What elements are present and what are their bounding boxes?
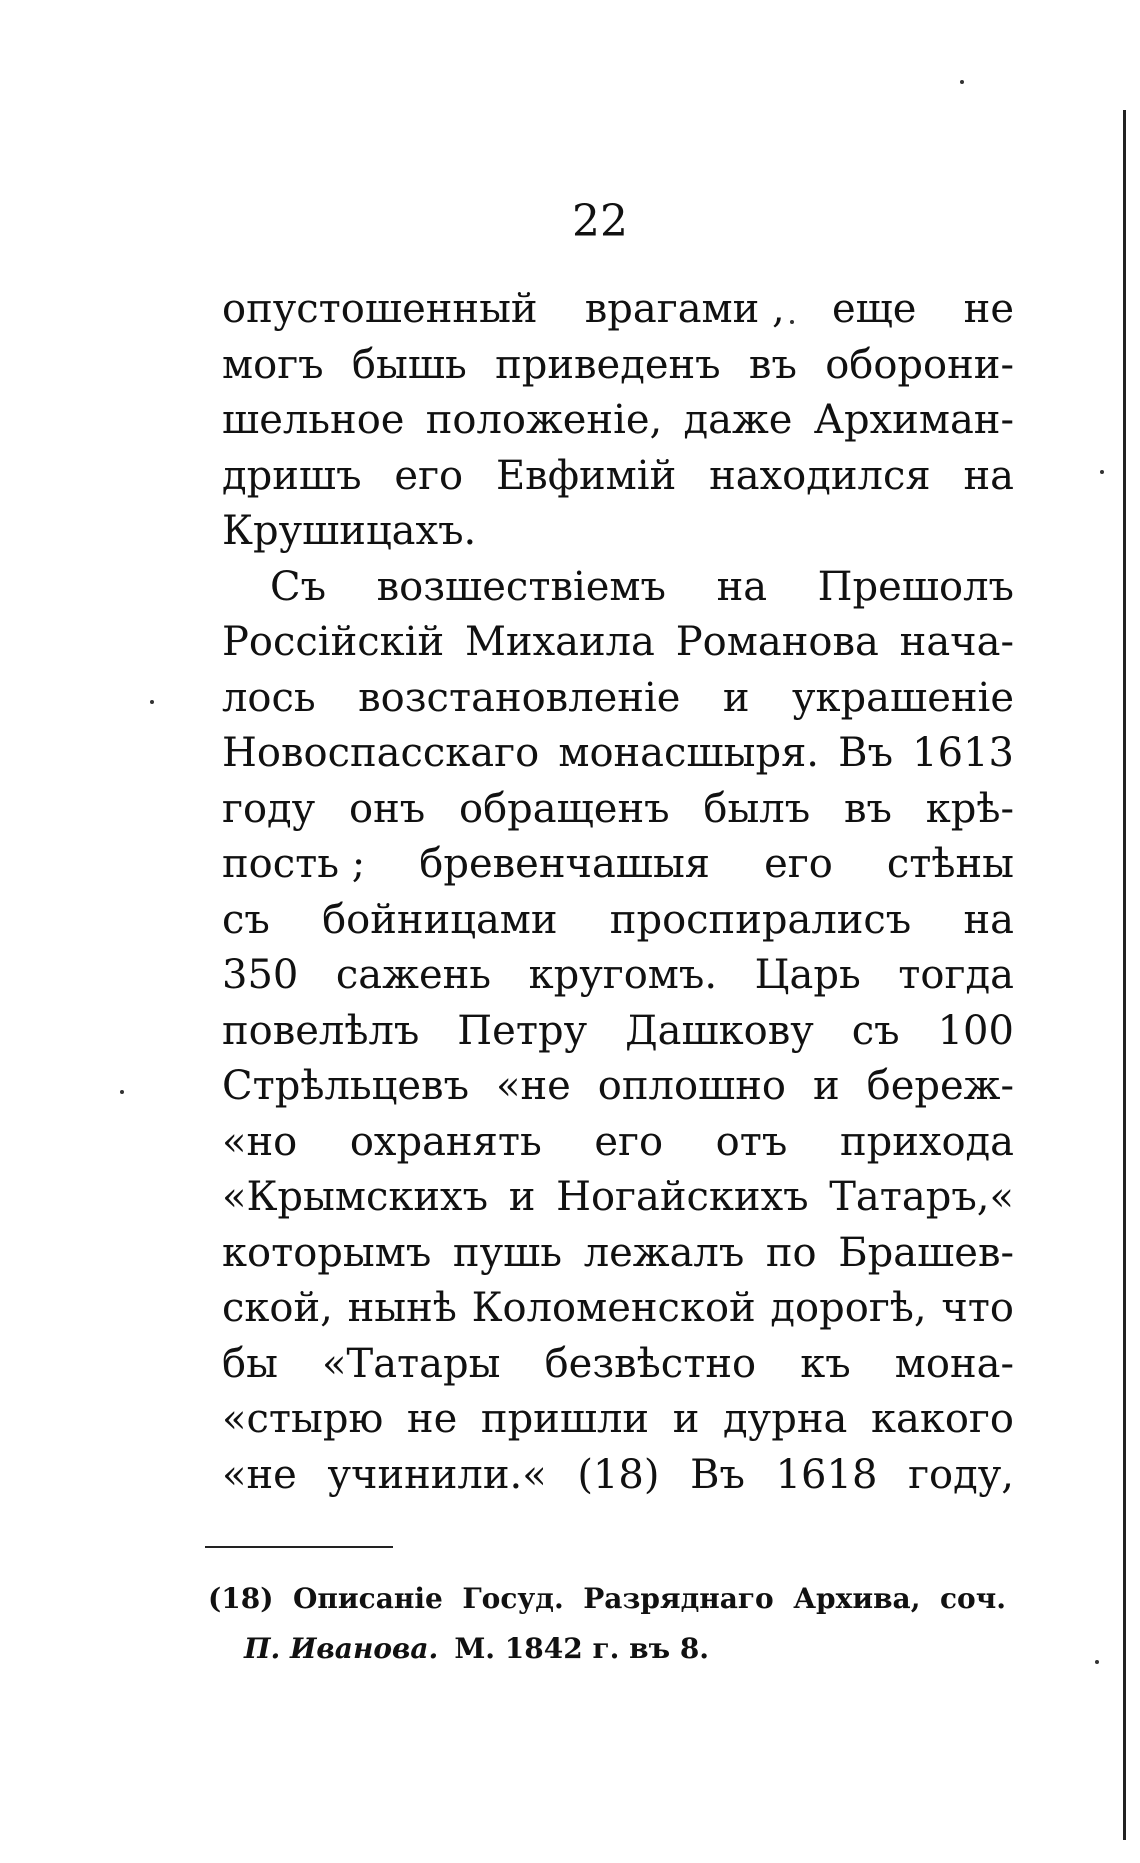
print-speck — [1100, 470, 1104, 474]
word: Царь — [754, 952, 861, 998]
word: на — [963, 452, 1014, 499]
word: съ — [222, 896, 270, 943]
word: дришъ — [222, 452, 362, 499]
text-line — [222, 560, 1014, 616]
text-line — [222, 948, 1014, 1004]
text-line — [222, 1004, 1014, 1060]
word: положеніе, — [425, 397, 663, 443]
word: 1613 — [912, 730, 1014, 776]
word: и — [508, 1174, 536, 1220]
word: опустошенный — [222, 286, 538, 332]
text-line — [222, 1226, 1014, 1282]
word: «стырю — [222, 1396, 384, 1442]
footnote-divider — [205, 1546, 393, 1548]
word: Евфимій — [495, 452, 677, 499]
word: монасшыря. — [558, 730, 820, 776]
word: повелѣлъ — [222, 1007, 420, 1054]
text-line — [222, 338, 1014, 394]
word: стѣны — [886, 841, 1014, 887]
page-number: 22 — [572, 196, 628, 247]
word: украшеніе — [792, 674, 1014, 721]
word: даже — [683, 397, 793, 443]
word: и — [722, 674, 750, 721]
word: бышь — [351, 341, 467, 388]
word: на — [716, 563, 768, 610]
word: Стрѣльцевъ — [222, 1063, 470, 1109]
print-speck — [790, 320, 794, 324]
text-line — [222, 1392, 1014, 1448]
word: мона- — [894, 1340, 1014, 1387]
word: обращенъ — [459, 785, 670, 832]
word: въ — [843, 785, 892, 832]
word: шельное — [222, 397, 405, 443]
footnote-word: Архива, — [793, 1582, 921, 1615]
word: Ногайскихъ — [556, 1174, 809, 1220]
text-line — [222, 1059, 1014, 1115]
word: бревенчашыя — [419, 841, 711, 887]
print-speck — [120, 1090, 124, 1094]
word: его — [764, 841, 833, 887]
word: пость ; — [222, 841, 366, 887]
word: (18) — [577, 1451, 660, 1498]
word: «Татары — [322, 1340, 501, 1387]
word: сажень — [335, 952, 492, 998]
footnote-word: соч. — [939, 1582, 1006, 1615]
word: его — [594, 1118, 664, 1165]
word: которымъ — [222, 1229, 432, 1276]
footnote-author: П. Иванова. — [244, 1632, 439, 1665]
word: «не — [496, 1063, 571, 1109]
word: оплошно — [597, 1063, 786, 1109]
footnote-line — [208, 1624, 1006, 1674]
text-line — [222, 1170, 1014, 1226]
word: онъ — [349, 785, 426, 832]
word: дурна — [723, 1396, 848, 1442]
body-text — [222, 282, 1014, 1503]
word: Коломенской — [471, 1285, 756, 1331]
word: пришли — [480, 1396, 650, 1442]
word: въ — [748, 341, 797, 388]
text-line — [222, 282, 1014, 338]
word: Михаила — [464, 619, 655, 665]
text-line — [222, 1115, 1014, 1171]
word: Петру — [457, 1007, 588, 1054]
text-line — [222, 449, 1014, 505]
word: возшествіемъ — [376, 563, 666, 610]
footnote-word: Госуд. — [462, 1582, 564, 1615]
text-line — [222, 837, 1014, 893]
word: какого — [870, 1396, 1014, 1442]
word: проспиралисъ — [609, 896, 912, 943]
word: учинили.« — [327, 1451, 547, 1498]
word: тогда — [898, 952, 1014, 998]
word: Новоспасскаго — [222, 730, 540, 776]
footnote-line — [208, 1574, 1006, 1624]
word: и — [672, 1396, 700, 1442]
footnote-publication: М. 1842 г. въ 8. — [454, 1632, 710, 1665]
word: году — [222, 785, 316, 832]
word: 100 — [937, 1007, 1014, 1054]
print-speck — [150, 700, 154, 704]
word: лежалъ — [583, 1229, 745, 1276]
text-line — [222, 615, 1014, 671]
text-line — [222, 893, 1014, 949]
word: «не — [222, 1451, 297, 1498]
word: Россійскій — [222, 619, 445, 665]
footnote-word: Разряднаго — [583, 1582, 774, 1615]
footnote-word: (18) — [208, 1582, 274, 1615]
word: дорогѣ, — [770, 1285, 927, 1331]
word: Въ — [690, 1451, 745, 1498]
word: Прешолъ — [817, 563, 1014, 610]
print-speck — [1095, 1660, 1099, 1664]
word: крѣ- — [925, 785, 1014, 832]
word: что — [941, 1285, 1014, 1331]
word: не — [406, 1396, 458, 1442]
word: оборони- — [825, 341, 1014, 388]
word: бойницами — [322, 896, 558, 943]
word: кругомъ. — [528, 952, 718, 998]
word: по — [765, 1229, 817, 1276]
word: на — [963, 896, 1014, 943]
word: къ — [800, 1340, 851, 1387]
word: Съ — [270, 563, 327, 610]
text-line — [222, 1448, 1014, 1504]
page-edge-line — [1123, 110, 1126, 1840]
text-line — [222, 726, 1014, 782]
word: его — [394, 452, 464, 499]
print-speck — [960, 80, 964, 84]
text-line — [222, 393, 1014, 449]
word: «Крымскихъ — [222, 1174, 489, 1220]
word: нача- — [899, 619, 1014, 665]
word: Крушицахъ. — [222, 508, 477, 554]
word: отъ — [715, 1118, 788, 1165]
text-line — [222, 782, 1014, 838]
word: и — [812, 1063, 840, 1109]
text-line — [222, 671, 1014, 727]
word: безвѣстно — [544, 1340, 757, 1387]
footnote-word: Описаніе — [293, 1582, 443, 1615]
word: прихода — [839, 1118, 1014, 1165]
word: не — [963, 286, 1014, 332]
word: врагами , — [584, 286, 785, 332]
word: году, — [908, 1451, 1014, 1498]
word: Романова — [675, 619, 879, 665]
text-line — [222, 1337, 1014, 1393]
text-line — [222, 1281, 1014, 1337]
word: приведенъ — [495, 341, 721, 388]
word: 1618 — [775, 1451, 878, 1498]
word: береж- — [866, 1063, 1014, 1109]
text-line — [222, 504, 1014, 560]
word: охранять — [349, 1118, 542, 1165]
word: лось — [222, 674, 316, 721]
word: 350 — [222, 952, 299, 998]
word: Дашкову — [625, 1007, 814, 1054]
word: пушь — [452, 1229, 563, 1276]
word: съ — [851, 1007, 900, 1054]
word: еще — [831, 286, 917, 332]
word: находился — [709, 452, 931, 499]
word: Архиман- — [813, 397, 1014, 443]
word: ской, — [222, 1285, 333, 1331]
word: возстановленіе — [358, 674, 681, 721]
word: Въ — [838, 730, 894, 776]
footnote — [208, 1574, 1006, 1674]
word: Брашев- — [838, 1229, 1014, 1276]
word: бы — [222, 1340, 278, 1387]
word: нынѣ — [347, 1285, 457, 1331]
word: могъ — [222, 341, 324, 388]
word: былъ — [703, 785, 811, 832]
word: Татаръ,« — [829, 1174, 1014, 1220]
word: «но — [222, 1118, 298, 1165]
